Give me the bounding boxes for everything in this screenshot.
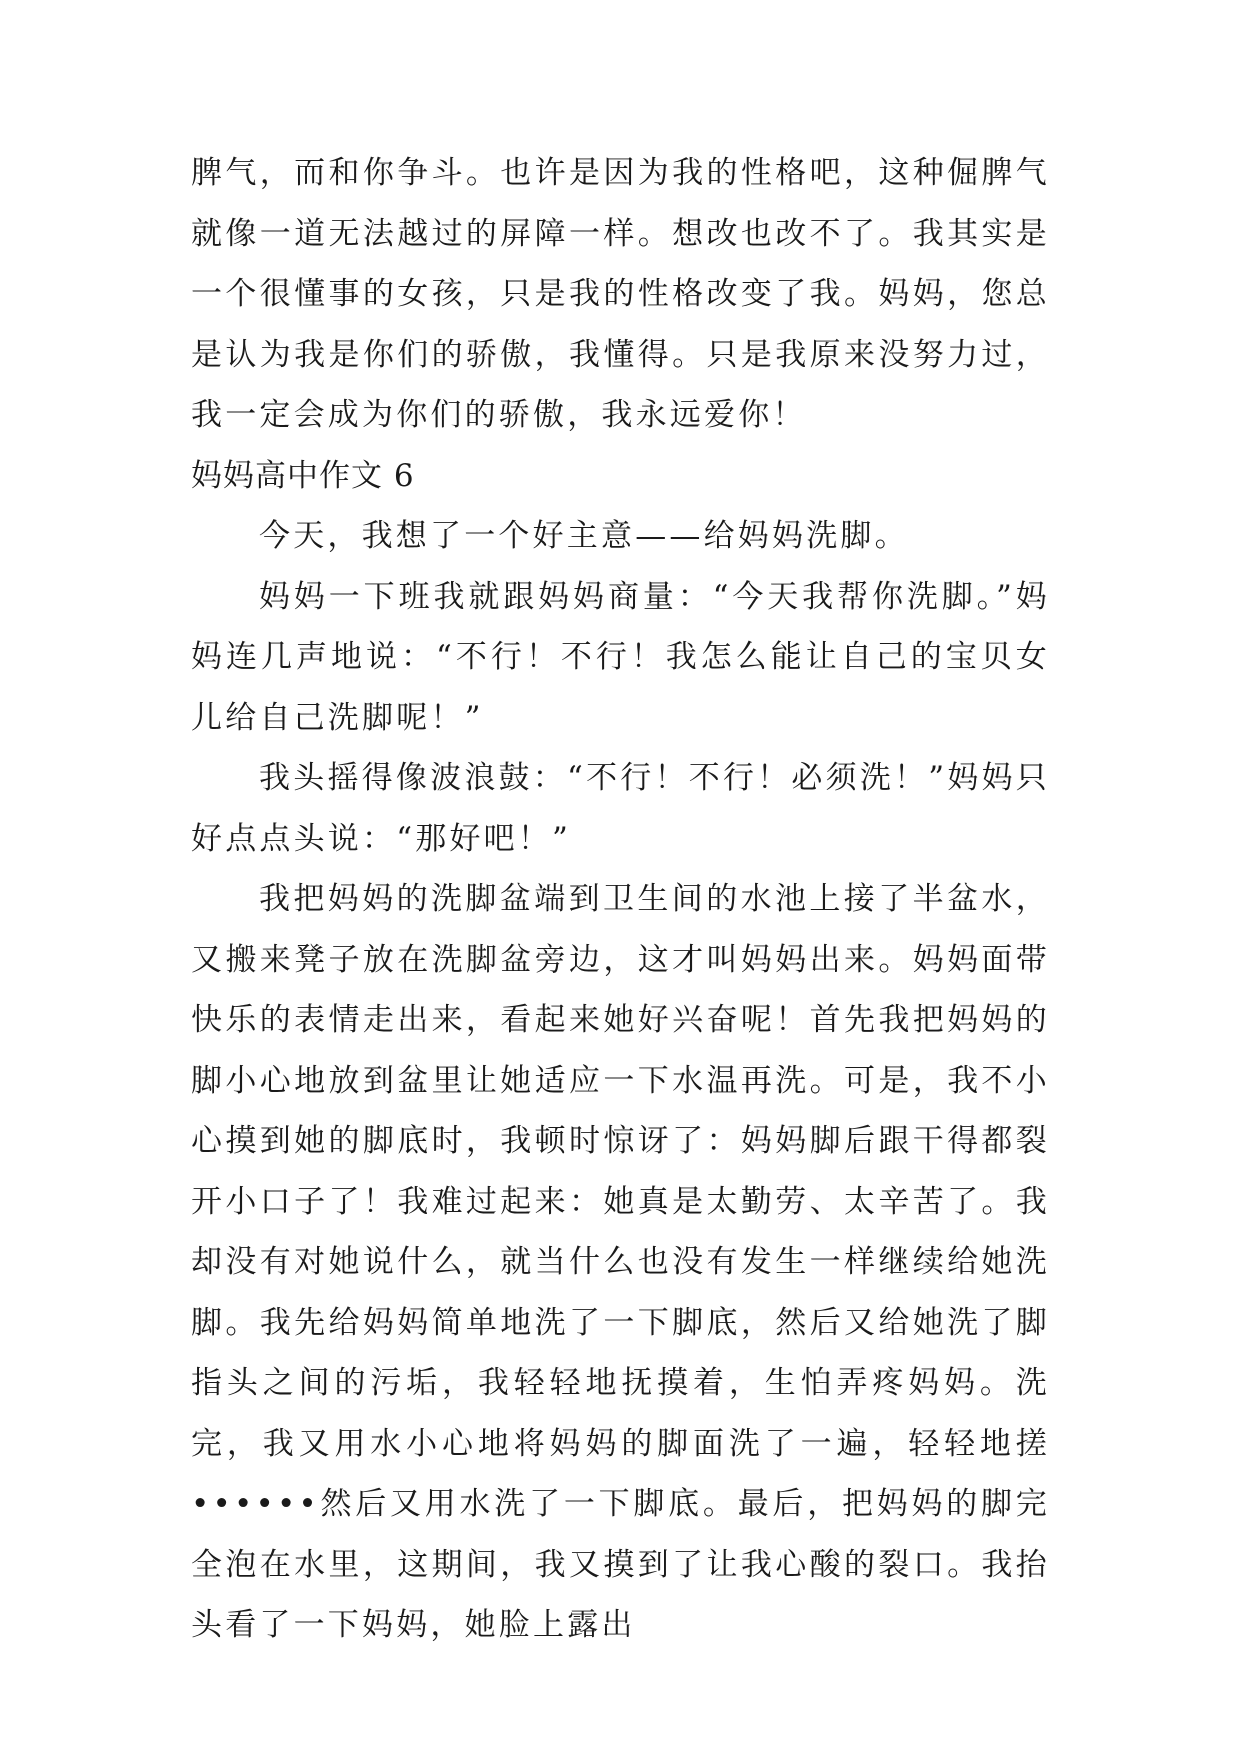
document-page [191, 143, 1050, 1656]
continuation-paragraph: 脾气，而和你争斗。也许是因为我的性格吧，这种倔脾气就像一道无法越过的屏障一样。想改也改不了。我其实是一个很懂事的女孩，只是我的性格改变了我。妈妈，您总是认为我是你们的骄傲，我懂得。只是我原来没努力过，我一定会成为你们的骄傲，我永远爱你！ [191, 155, 1050, 433]
section-title: 妈妈高中作文 6 [191, 457, 415, 494]
paragraph-4: 我把妈妈的洗脚盆端到卫生间的水池上接了半盆水，又搬来凳子放在洗脚盆旁边，这才叫妈妈出来。妈妈面带快乐的表情走出来，看起来她好兴奋呢！首先我把妈妈的脚小心地放到盆里让她适应一下水温再洗。可是，我不小心摸到她的脚底时，我顿时惊讶了：妈妈脚后跟干得都裂开小口子了！我难过起来：她真是太勤劳、太辛苦了。我却没有对她说什么，就当什么也没有发生一样继续给她洗脚。我先给妈妈简单地洗了一下脚底，然后又给她洗了脚指头之间的污垢，我轻轻地抚摸着，生怕弄疼妈妈。洗完，我又用水小心地将妈妈的脚面洗了一遍，轻轻地搓••••••然后又用水洗了一下脚底。最后，把妈妈的脚完全泡在水里，这期间，我又摸到了让我心酸的裂口。我抬头看了一下妈妈，她脸上露出 [191, 881, 1050, 1643]
paragraph-1: 今天，我想了一个好主意——给妈妈洗脚。 [259, 518, 909, 554]
paragraph-2: 妈妈一下班我就跟妈妈商量：“今天我帮你洗脚。”妈妈连几声地说：“不行！不行！我怎么能让自己的宝贝女儿给自己洗脚呢！” [191, 578, 1050, 736]
paragraph-3: 我头摇得像波浪鼓：“不行！不行！必须洗！”妈妈只好点点头说：“那好吧！” [191, 760, 1050, 857]
